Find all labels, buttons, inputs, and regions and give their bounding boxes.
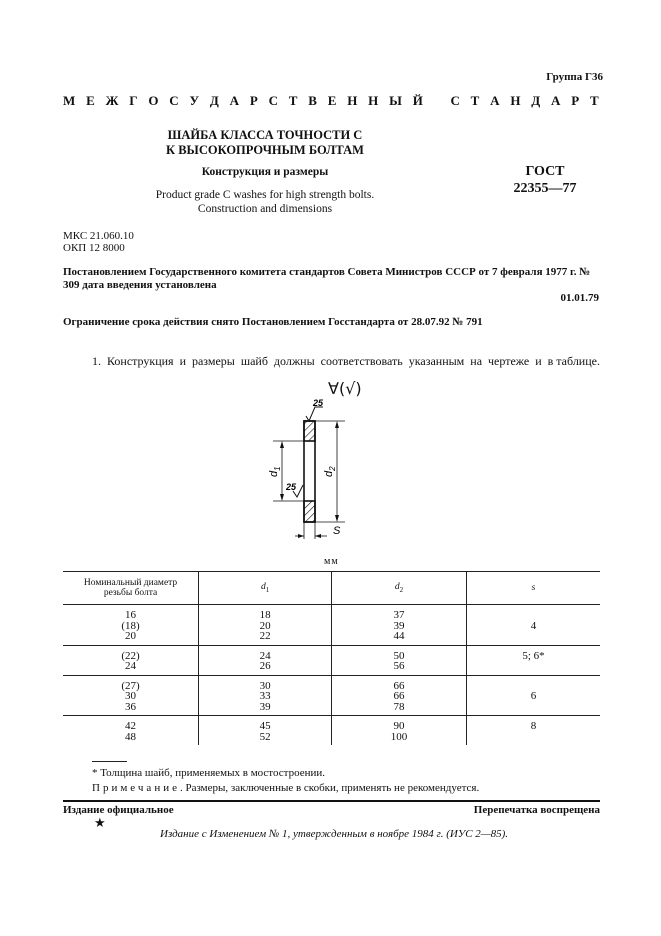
cell-d1 <box>199 645 332 675</box>
note-label: Примечание <box>92 782 180 794</box>
cell-d1 <box>199 675 332 716</box>
paragraph-word: размеры <box>191 354 235 368</box>
roughness-symbol: ∀(√) <box>328 379 362 398</box>
cell-value: 20 <box>125 630 137 642</box>
cell-d2 <box>332 675 467 716</box>
cell-s: 6 <box>467 675 600 716</box>
washer-section-top <box>304 421 315 441</box>
banner-letter: Н <box>347 93 358 108</box>
banner-letter: С <box>268 93 278 108</box>
banner-letter: А <box>551 93 561 108</box>
cell-value: 24 <box>125 660 137 672</box>
banner-letter: Й <box>412 93 423 108</box>
banner-letter: У <box>189 93 200 108</box>
cell-value: 48 <box>125 730 137 743</box>
cell-value: 36 <box>125 700 137 713</box>
table-row <box>63 675 600 716</box>
cell-value: 22 <box>259 630 271 642</box>
units-label: мм <box>324 556 339 567</box>
english-title <box>130 188 400 216</box>
banner-letter: Д <box>531 93 541 108</box>
cell-value: 66 <box>393 690 405 702</box>
paragraph-word: и <box>535 354 542 368</box>
header-d2: $d_2$ <box>332 572 467 605</box>
banner-letter: Т <box>470 93 480 108</box>
cell-value: 90 <box>393 720 405 732</box>
banner-letter: Н <box>510 93 521 108</box>
cell-s: 8 <box>467 716 600 746</box>
paragraph-word: должны <box>273 354 315 368</box>
limit-removed-text: Ограничение срока действия снято Постановлением Госстандарта от 28.07.92 № 791 <box>63 316 483 328</box>
table-header-row <box>63 572 600 605</box>
cell-value: 33 <box>259 690 271 702</box>
cell-nom <box>63 645 199 675</box>
banner-letter: Д <box>209 93 219 108</box>
banner-letter: Е <box>86 93 95 108</box>
cell-value: 39 <box>259 700 271 713</box>
cell-value: 45 <box>259 720 271 732</box>
paragraph-word: чертеже <box>488 354 530 368</box>
paragraph-word: 1. <box>92 354 101 368</box>
table-row <box>63 716 600 746</box>
banner-letter: Ж <box>105 93 119 108</box>
banner-letter: В <box>308 93 317 108</box>
document-title <box>150 128 380 158</box>
d1-label: $d_1$ <box>268 466 282 477</box>
banner-letter: Р <box>249 93 258 108</box>
paragraph-word: шайб <box>240 354 268 368</box>
cell-value: 52 <box>259 730 271 743</box>
group-code: Группа Г36 <box>546 71 603 83</box>
introduction-date: 01.01.79 <box>560 292 599 304</box>
cell-value: 20 <box>259 619 271 632</box>
header-d1: $d_1$ <box>199 572 332 605</box>
mks-code: МКС 21.060.10 <box>63 230 134 242</box>
okp-code: ОКП 12 8000 <box>63 242 125 254</box>
decree-text: Постановлением Государственного комитета стандартов Совета Министров СССР от 7 февраля 1977 г. № 309 дата введения установлена <box>63 266 591 291</box>
cell-value: (18) <box>121 619 140 632</box>
note-text: . Размеры, заключенные в скобки, применять не рекомендуется. <box>179 782 480 794</box>
banner-letter: Н <box>368 93 379 108</box>
banner-letter: О <box>148 93 159 108</box>
cell-value: 18 <box>259 609 271 621</box>
cell-value: 42 <box>125 720 137 732</box>
cell-value: 30 <box>259 679 271 692</box>
footer-rule <box>63 800 600 802</box>
classification-codes <box>63 230 134 254</box>
cell-value: 50 <box>393 649 405 662</box>
roughness-left-value: 25 <box>286 482 297 492</box>
banner-letter: А <box>229 93 239 108</box>
paragraph-word: соответствовать <box>320 354 403 368</box>
cell-value: (22) <box>121 649 140 662</box>
english-title-line-1: Product grade C washes for high strength bolts. <box>155 189 375 201</box>
cell-value: 44 <box>393 630 405 642</box>
cell-value: 66 <box>393 679 405 692</box>
banner-letter: С <box>450 93 460 108</box>
cell-value: 39 <box>393 619 405 632</box>
banner-letter: Р <box>571 93 580 108</box>
footnote: * Толщина шайб, применяемых в мостостроении. <box>92 767 325 779</box>
cell-value: 30 <box>125 690 137 702</box>
cell-value: 24 <box>259 649 271 662</box>
paragraph-word: в таблице. <box>547 354 600 368</box>
cell-s: 5; 6* <box>467 645 600 675</box>
cell-value: 100 <box>390 730 408 743</box>
header-nominal-diameter: Номинальный диаметр резьбы болта <box>63 572 199 605</box>
cell-value: (27) <box>121 679 140 692</box>
cell-d1 <box>199 716 332 746</box>
official-edition: Издание официальное <box>63 804 174 816</box>
table-row <box>63 645 600 675</box>
cell-value: 78 <box>393 700 405 713</box>
cell-d2 <box>332 645 467 675</box>
banner-letter: Ы <box>389 93 402 108</box>
paragraph-word: и <box>179 354 186 368</box>
star-icon: ★ <box>94 815 106 830</box>
table-note <box>92 782 479 794</box>
banner-letter: Г <box>129 93 138 108</box>
footnote-divider <box>92 761 127 762</box>
dimensions-table <box>63 571 600 745</box>
edition-note: Издание с Изменением № 1, утвержденным в ноябре 1984 г. (ИУС 2—85). <box>160 828 508 840</box>
header-s: s <box>467 572 600 605</box>
paragraph-1 <box>92 354 600 369</box>
gost-label: ГОСТ <box>525 164 565 179</box>
s-label: S <box>333 525 341 537</box>
paragraph-word: указанным <box>408 354 465 368</box>
cell-s: 4 <box>467 605 600 646</box>
cell-nom <box>63 716 199 746</box>
table-row <box>63 605 600 646</box>
d2-label: $d_2$ <box>323 466 337 477</box>
gost-number <box>495 163 595 197</box>
cell-value: 26 <box>259 660 271 672</box>
banner-letter: С <box>169 93 179 108</box>
cell-nom <box>63 675 199 716</box>
cell-nom <box>63 605 199 646</box>
cell-value: 16 <box>125 609 137 621</box>
paragraph-word: Конструкция <box>106 354 174 368</box>
cell-d2 <box>332 605 467 646</box>
reprint-prohibited: Перепечатка воспрещена <box>473 804 600 816</box>
washer-section-bottom <box>304 501 315 522</box>
banner-letter: Е <box>327 93 337 108</box>
paragraph-word: на <box>470 354 483 368</box>
standard-banner <box>63 93 599 109</box>
title-line-2: К ВЫСОКОПРОЧНЫМ БОЛТАМ <box>166 143 364 157</box>
banner-letter: Т <box>590 93 599 108</box>
cell-d1 <box>199 605 332 646</box>
roughness-top-value: 25 <box>313 398 324 408</box>
gost-code: 22355—77 <box>513 181 577 196</box>
washer-drawing <box>255 395 365 545</box>
english-title-line-2: Construction and dimensions <box>197 203 333 215</box>
cell-d2 <box>332 716 467 746</box>
title-line-1: ШАЙБА КЛАССА ТОЧНОСТИ С <box>167 128 363 142</box>
document-subtitle: Конструкция и размеры <box>201 166 329 178</box>
banner-letter: М <box>63 93 76 108</box>
banner-letter: А <box>490 93 500 108</box>
cell-value: 37 <box>393 609 405 621</box>
cell-value: 56 <box>393 660 405 672</box>
banner-letter: Т <box>288 93 298 108</box>
banner-letter <box>434 93 440 109</box>
